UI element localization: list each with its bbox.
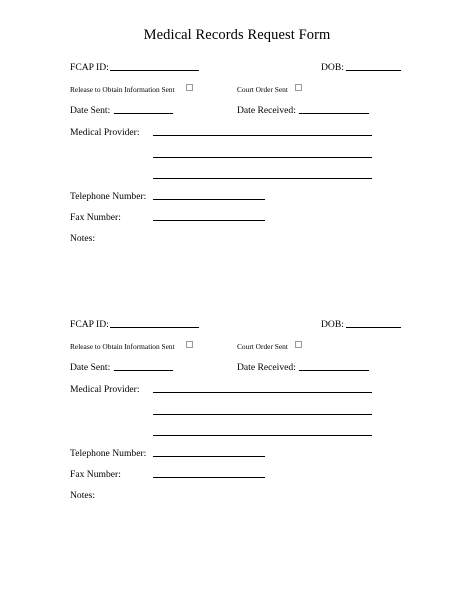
date-sent-label: Date Sent: [70,362,111,373]
medical-provider-line-1[interactable] [153,135,372,136]
form-title: Medical Records Request Form [143,27,331,43]
medical-provider-line-3[interactable] [153,178,372,179]
dob-field[interactable] [346,70,401,71]
notes-label: Notes: [70,490,96,501]
medical-provider-line-2[interactable] [153,157,372,158]
fcap-id-label: FCAP ID: [70,319,109,330]
telephone-field[interactable] [153,199,265,200]
fax-field[interactable] [153,477,265,478]
medical-provider-line-1[interactable] [153,392,372,393]
request-section-1 [0,0,474,244]
request-section-2 [0,257,474,501]
medical-provider-label: Medical Provider: [70,127,140,138]
date-received-label: Date Received: [237,362,296,373]
medical-provider-line-2[interactable] [153,414,372,415]
date-received-label: Date Received: [237,105,296,116]
telephone-field[interactable] [153,456,265,457]
fcap-id-field[interactable] [110,70,199,71]
court-order-label: Court Order Sent [237,342,288,351]
date-received-field[interactable] [299,370,369,371]
release-label: Release to Obtain Information Sent [70,342,175,351]
fax-label: Fax Number: [70,469,121,480]
medical-provider-label: Medical Provider: [70,384,140,395]
fax-label: Fax Number: [70,212,121,223]
date-sent-field[interactable] [114,370,173,371]
notes-label: Notes: [70,233,96,244]
dob-label: DOB: [321,319,344,330]
telephone-label: Telephone Number: [70,448,147,459]
medical-provider-line-3[interactable] [153,435,372,436]
release-label: Release to Obtain Information Sent [70,85,175,94]
court-order-label: Court Order Sent [237,85,288,94]
court-order-sent-checkbox[interactable] [295,341,302,348]
date-sent-label: Date Sent: [70,105,111,116]
dob-label: DOB: [321,62,344,73]
telephone-label: Telephone Number: [70,191,147,202]
date-received-field[interactable] [299,113,369,114]
release-sent-checkbox[interactable] [186,84,193,91]
dob-field[interactable] [346,327,401,328]
fax-field[interactable] [153,220,265,221]
fcap-id-field[interactable] [110,327,199,328]
date-sent-field[interactable] [114,113,173,114]
court-order-sent-checkbox[interactable] [295,84,302,91]
fcap-id-label: FCAP ID: [70,62,109,73]
release-sent-checkbox[interactable] [186,341,193,348]
